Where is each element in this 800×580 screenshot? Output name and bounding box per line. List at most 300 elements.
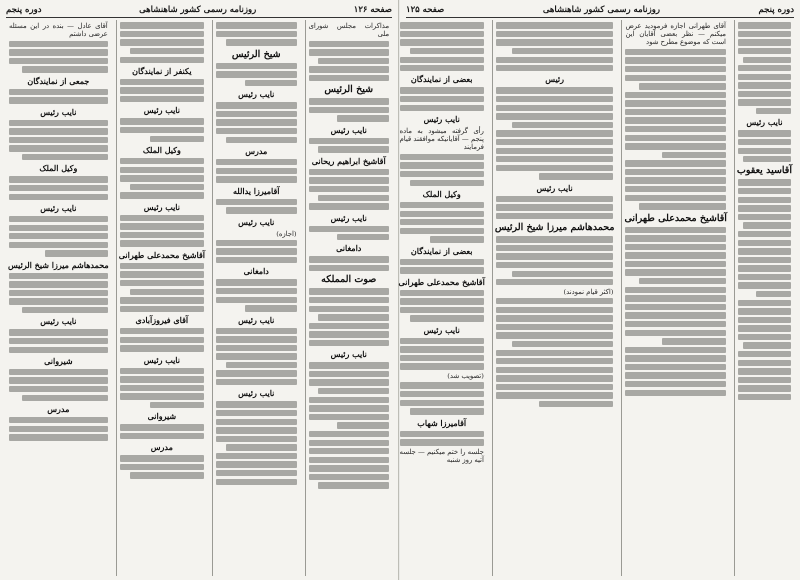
text-line <box>309 186 390 192</box>
text-line <box>400 171 484 177</box>
text-line <box>9 281 108 287</box>
text-line <box>738 231 791 237</box>
speaker-heading: نایب رئیس <box>536 182 573 193</box>
text-line <box>309 226 390 232</box>
text-line <box>309 340 390 346</box>
text-line <box>738 248 791 254</box>
text-line <box>216 176 297 182</box>
text-line <box>309 397 390 403</box>
speaker-heading: نایب رئیس <box>238 89 275 100</box>
speaker-heading: نایب رئیس <box>423 114 460 125</box>
text-line <box>738 300 791 306</box>
text-line <box>120 433 204 439</box>
text-line <box>216 379 297 385</box>
text-line <box>625 227 725 233</box>
text-line <box>216 102 297 108</box>
text-line <box>318 195 389 201</box>
text-line <box>226 362 297 368</box>
right-page-number: صفحه ۱۲۵ <box>406 5 445 15</box>
text-line <box>400 154 484 160</box>
text-line <box>738 205 791 211</box>
text-line <box>662 338 726 344</box>
text-line <box>625 195 725 201</box>
speaker-heading: نایب رئیس <box>238 216 275 227</box>
text-line <box>738 139 791 145</box>
text-line <box>9 369 108 375</box>
text-line <box>9 137 108 143</box>
speaker-heading: نایب رئیس <box>40 106 77 117</box>
text-line <box>400 202 484 208</box>
text-line <box>738 334 791 340</box>
text-line <box>625 372 725 378</box>
text-line <box>512 122 613 128</box>
text-line <box>9 185 108 191</box>
paragraph: (تصویب شد) <box>447 372 484 381</box>
text-line <box>318 314 389 320</box>
right-page-title: روزنامه رسمی کشور شاهنشاهی <box>542 5 660 15</box>
text-line <box>216 31 297 37</box>
text-line <box>738 214 791 220</box>
text-line <box>120 464 204 470</box>
text-line <box>738 377 791 383</box>
text-line <box>120 158 204 164</box>
text-line <box>496 57 614 63</box>
text-line <box>130 472 204 478</box>
text-line <box>496 96 614 102</box>
text-line <box>309 169 390 175</box>
text-line <box>496 65 614 71</box>
text-line <box>738 31 791 37</box>
text-line <box>216 410 297 416</box>
text-line <box>130 184 204 190</box>
text-line <box>216 461 297 467</box>
text-line <box>9 89 108 95</box>
text-line <box>625 169 725 175</box>
speaker-heading: دامغانی <box>336 243 362 254</box>
text-line <box>410 315 484 321</box>
text-line <box>539 401 613 407</box>
text-line <box>496 315 614 321</box>
text-line <box>120 385 204 391</box>
text-line <box>625 312 725 318</box>
text-line <box>9 290 108 296</box>
speaker-heading: نایب رئیس <box>746 117 783 128</box>
text-line <box>756 108 791 114</box>
speaker-heading: آقاسید یعقوب <box>736 165 792 177</box>
text-line <box>400 439 484 445</box>
text-line <box>120 192 204 198</box>
text-line <box>216 353 297 359</box>
speaker-heading: نایب رئیس <box>330 212 367 223</box>
text-line <box>120 96 204 102</box>
text-line <box>496 39 614 45</box>
text-line <box>496 105 614 111</box>
text-line <box>738 360 791 366</box>
text-line <box>309 256 390 262</box>
text-line <box>738 22 791 28</box>
text-line <box>625 304 725 310</box>
text-line <box>625 109 725 115</box>
text-line <box>496 236 614 242</box>
speaker-heading: صوت المملکه <box>321 274 377 286</box>
text-line <box>226 39 297 45</box>
text-line <box>496 384 614 390</box>
text-line <box>400 211 484 217</box>
speaker-heading: نایب رئیس <box>40 316 77 327</box>
text-line <box>9 194 108 200</box>
speaker-heading: نایب رئیس <box>330 349 367 360</box>
text-line <box>738 91 791 97</box>
text-line <box>625 100 725 106</box>
left-page-session: دوره پنجم <box>6 5 42 15</box>
paragraph: مذاکرات مجلس شورای ملی <box>308 22 389 39</box>
text-line <box>9 329 108 335</box>
text-line <box>400 31 484 37</box>
text-line <box>309 177 390 183</box>
speaker-heading: نایب رئیس <box>40 202 77 213</box>
text-line <box>318 482 389 488</box>
text-line <box>625 75 725 81</box>
text-line <box>309 474 390 480</box>
text-line <box>625 287 725 293</box>
text-line <box>309 465 390 471</box>
speaker-heading: شیخ الرئیس <box>231 48 281 60</box>
text-line <box>318 388 389 394</box>
text-line <box>120 306 204 312</box>
text-line <box>216 168 297 174</box>
text-line <box>738 265 791 271</box>
text-line <box>216 119 297 125</box>
text-line <box>120 22 204 28</box>
text-line <box>738 240 791 246</box>
text-line <box>216 288 297 294</box>
text-line <box>309 440 390 446</box>
speaker-heading: شیروانی <box>44 355 73 366</box>
text-line <box>738 48 791 54</box>
text-line <box>496 350 614 356</box>
speaker-heading: نایب رئیس <box>423 324 460 335</box>
text-line <box>216 470 297 476</box>
speaker-heading: بعضی از نمایندگان <box>410 74 473 85</box>
text-line <box>22 395 108 401</box>
text-line <box>400 228 484 234</box>
text-line <box>625 347 725 353</box>
text-line <box>743 156 791 162</box>
left-col-3 <box>116 20 207 576</box>
text-line <box>216 436 297 442</box>
text-line <box>120 376 204 382</box>
right-col-1 <box>734 20 794 576</box>
speaker-heading: دامغانی <box>243 266 269 277</box>
text-line <box>496 245 614 251</box>
text-line <box>120 424 204 430</box>
text-line <box>625 261 725 267</box>
text-line <box>738 148 791 154</box>
text-line <box>496 262 614 268</box>
text-line <box>625 330 725 336</box>
text-line <box>738 130 791 136</box>
paragraph: (اکثر قیام نمودند) <box>563 287 614 296</box>
text-line <box>496 31 614 37</box>
text-line <box>9 298 108 304</box>
text-line <box>400 57 484 63</box>
right-page-header <box>406 3 794 18</box>
text-line <box>400 307 484 313</box>
right-page-session: دوره پنجم <box>758 5 794 15</box>
text-line <box>539 173 613 179</box>
speaker-heading: آقامیرزا شهاب <box>417 417 467 428</box>
text-line <box>400 298 484 304</box>
text-line <box>216 401 297 407</box>
text-line <box>226 137 297 143</box>
speaker-heading: آقاشیخ محمدعلی طهرانی <box>398 276 485 287</box>
speaker-heading: جمعی از نمایندگان <box>27 75 90 86</box>
text-line <box>309 331 390 337</box>
text-line <box>9 417 108 423</box>
text-line <box>410 180 484 186</box>
text-line <box>662 152 726 158</box>
text-line <box>309 306 390 312</box>
text-line <box>309 457 390 463</box>
text-line <box>743 222 791 228</box>
text-line <box>625 177 725 183</box>
text-line <box>496 148 614 154</box>
text-line <box>309 107 390 113</box>
speaker-heading: وکیل الملک <box>39 163 78 174</box>
speaker-heading: محمدهاشم میرزا شیخ الرئیس <box>494 222 615 234</box>
text-line <box>400 105 484 111</box>
speaker-heading: نایب رئیس <box>238 388 275 399</box>
paragraph: (اجازه) <box>276 229 297 238</box>
text-line <box>9 377 108 383</box>
text-line <box>309 98 390 104</box>
text-line <box>496 156 614 162</box>
text-line <box>120 232 204 238</box>
speaker-heading: مدرس <box>150 442 173 453</box>
speaker-heading: آقاشیخ محمدعلی طهرانی <box>118 249 205 260</box>
speaker-heading: وکیل الملک <box>142 144 181 155</box>
left-page-columns <box>6 20 392 576</box>
text-line <box>216 63 297 69</box>
speaker-heading: مدرس <box>245 145 268 156</box>
text-line <box>120 31 204 37</box>
text-line <box>639 203 726 209</box>
text-line <box>738 325 791 331</box>
left-page-title: روزنامه رسمی کشور شاهنشاهی <box>139 5 257 15</box>
text-line <box>738 39 791 45</box>
text-line <box>309 41 390 47</box>
text-line <box>9 338 108 344</box>
text-line <box>400 431 484 437</box>
text-line <box>216 479 297 485</box>
text-line <box>625 235 725 241</box>
text-line <box>309 265 390 271</box>
text-line <box>496 375 614 381</box>
speaker-heading: محمدهاشم میرزا شیخ الرئیس <box>7 259 109 270</box>
text-line <box>120 337 204 343</box>
text-line <box>150 136 204 142</box>
paragraph: آقای عادل — بنده در این مسئله عرضی داشتم <box>8 22 108 39</box>
text-line <box>496 332 614 338</box>
text-line <box>496 165 614 171</box>
text-line <box>430 236 484 242</box>
text-line <box>738 274 791 280</box>
text-line <box>738 385 791 391</box>
text-line <box>738 368 791 374</box>
text-line <box>9 120 108 126</box>
text-line <box>738 65 791 71</box>
speaker-heading: نایب رئیس <box>143 354 180 365</box>
text-line <box>309 414 390 420</box>
text-line <box>400 400 484 406</box>
text-line <box>625 364 725 370</box>
text-line <box>22 307 108 313</box>
left-page-header <box>6 3 392 18</box>
text-line <box>400 39 484 45</box>
text-line <box>216 257 297 263</box>
text-line <box>120 455 204 461</box>
left-page-number: صفحه ۱۲۶ <box>353 5 392 15</box>
left-col-2 <box>212 20 300 576</box>
text-line <box>245 305 297 311</box>
text-line <box>625 321 725 327</box>
text-line <box>738 394 791 400</box>
text-line <box>337 234 389 240</box>
text-line <box>309 138 390 144</box>
text-line <box>120 271 204 277</box>
text-line <box>743 57 791 63</box>
text-line <box>216 453 297 459</box>
text-line <box>150 402 204 408</box>
text-line <box>309 323 390 329</box>
text-line <box>625 390 725 396</box>
text-line <box>216 297 297 303</box>
text-line <box>120 215 204 221</box>
text-line <box>216 345 297 351</box>
right-page-columns <box>398 20 794 576</box>
text-line <box>496 204 614 210</box>
text-line <box>9 386 108 392</box>
speaker-heading: نایب رئیس <box>143 201 180 212</box>
text-line <box>625 252 725 258</box>
right-col-4 <box>397 20 487 576</box>
text-line <box>216 128 297 134</box>
text-line <box>512 271 613 277</box>
speaker-heading: نایب رئیس <box>330 124 367 135</box>
text-line <box>22 66 108 72</box>
left-col-4 <box>6 20 111 576</box>
text-line <box>496 358 614 364</box>
text-line <box>9 233 108 239</box>
text-line <box>120 297 204 303</box>
speaker-heading: نایب رئیس <box>238 314 275 325</box>
text-line <box>216 419 297 425</box>
text-line <box>625 135 725 141</box>
text-line <box>400 65 484 71</box>
text-line <box>400 267 484 273</box>
text-line <box>309 66 390 72</box>
text-line <box>738 74 791 80</box>
text-line <box>216 336 297 342</box>
text-line <box>738 257 791 263</box>
speaker-heading: بعضی از نمایندگان <box>410 245 473 256</box>
text-line <box>309 288 390 294</box>
paragraph: آقای طهرانی اجازه فرمودید عرض میکنم — نظر بعضی آقایان این است که موضوع مطرح شود <box>625 22 726 47</box>
text-line <box>120 240 204 246</box>
text-line <box>400 363 484 369</box>
text-line <box>216 279 297 285</box>
speaker-heading: شیخ الرئیس <box>324 84 374 96</box>
text-line <box>496 324 614 330</box>
text-line <box>512 48 613 54</box>
text-line <box>120 328 204 334</box>
text-line <box>9 225 108 231</box>
text-line <box>45 250 108 256</box>
text-line <box>738 99 791 105</box>
text-line <box>120 118 204 124</box>
text-line <box>120 167 204 173</box>
text-line <box>410 48 484 54</box>
text-line <box>226 444 297 450</box>
text-line <box>120 368 204 374</box>
text-line <box>400 391 484 397</box>
text-line <box>120 345 204 351</box>
text-line <box>496 113 614 119</box>
text-line <box>120 127 204 133</box>
text-line <box>130 48 204 54</box>
text-line <box>625 143 725 149</box>
text-line <box>639 278 726 284</box>
speaker-heading: نایب رئیس <box>143 105 180 116</box>
text-line <box>625 126 725 132</box>
text-line <box>216 22 297 28</box>
text-line <box>120 263 204 269</box>
right-page <box>400 0 800 580</box>
text-line <box>9 347 108 353</box>
text-line <box>309 431 390 437</box>
speaker-heading: آقاشیخ محمدعلی طهرانی <box>624 212 727 224</box>
text-line <box>245 80 297 86</box>
text-line <box>120 87 204 93</box>
text-line <box>625 117 725 123</box>
text-line <box>625 92 725 98</box>
text-line <box>337 115 389 121</box>
text-line <box>625 186 725 192</box>
text-line <box>738 317 791 323</box>
text-line <box>9 41 108 47</box>
text-line <box>496 392 614 398</box>
text-line <box>496 253 614 259</box>
text-line <box>120 280 204 286</box>
text-line <box>309 448 390 454</box>
text-line <box>625 66 725 72</box>
text-line <box>496 367 614 373</box>
text-line <box>410 408 484 414</box>
text-line <box>216 159 297 165</box>
text-line <box>120 175 204 181</box>
text-line <box>216 111 297 117</box>
text-line <box>9 58 108 64</box>
text-line <box>400 162 484 168</box>
text-line <box>337 422 389 428</box>
text-line <box>496 22 614 28</box>
right-col-2 <box>621 20 728 576</box>
text-line <box>625 57 725 63</box>
text-line <box>130 289 204 295</box>
text-line <box>216 240 297 246</box>
text-line <box>9 216 108 222</box>
text-line <box>216 71 297 77</box>
